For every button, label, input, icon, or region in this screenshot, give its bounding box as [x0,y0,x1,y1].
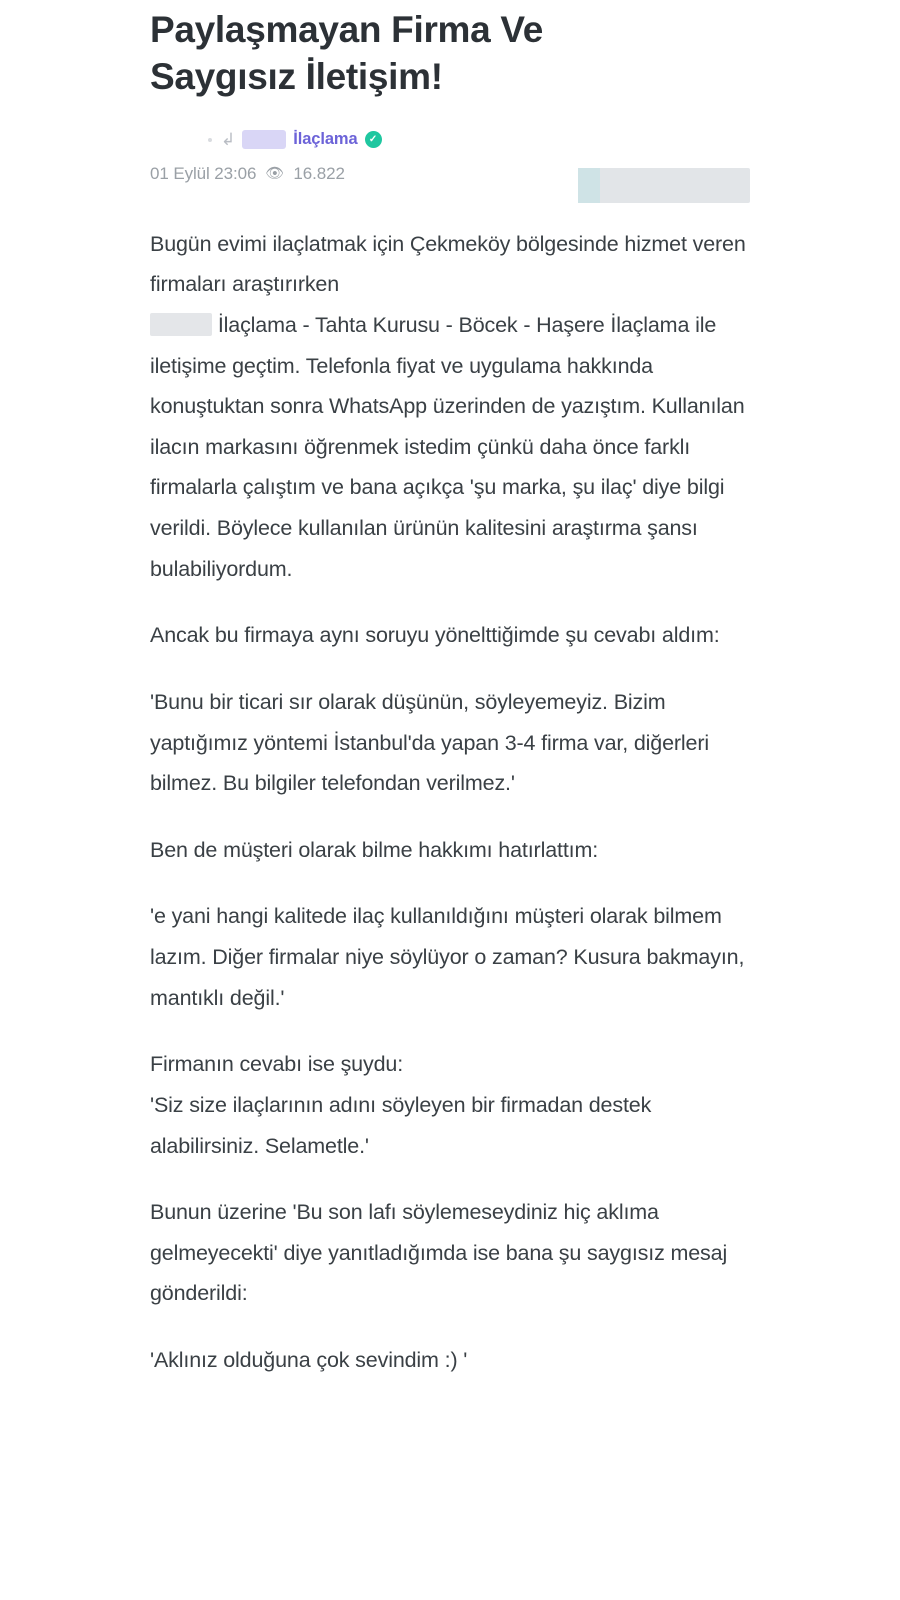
redacted-inline-block [150,313,212,336]
post-date: 01 Eylül 23:06 [150,163,257,183]
paragraph-with-redaction [150,305,750,589]
paragraph: Ancak bu firmaya aynı soruyu yönelttiğimde şu cevabı aldım: [150,623,720,648]
view-count: 16.822 [293,163,345,183]
paragraph: Firmanın cevabı ise şuydu: [150,1052,404,1077]
page-title: Paylaşmayan Firma Ve Saygısız İletişim! [150,9,544,98]
paragraph: 'e yani hangi kalitede ilaç kullanıldığını müşteri olarak bilmem lazım. Diğer firmalar niye söylüyor o zaman? Kusura bakmayın, mantıklı değil.' [150,904,745,1010]
reply-arrow-icon: ↳ [221,130,236,150]
paragraph-text: İlaçlama - Tahta Kurusu - Böcek - Haşere İlaçlama ile iletişime geçtim. Telefonla fiyat ve uygulama hakkında konuştuktan sonra WhatsApp üzerinden de yazıştım. Kullanılan ilacın markasını öğrenmek istedim çünkü daha önce farklı firmalarla çalıştım ve bana açıkça 'şu marka, şu ilaç' diye bilgi verildi. Böylece kullanılan ürünün kalitesini araştırma şansı bulabiliyordum. [150,312,745,581]
redacted-side-block [578,168,750,203]
paragraph: Ben de müşteri olarak bilme hakkımı hatırlattım: [150,837,599,862]
paragraph: 'Siz size ilaçlarının adını söyleyen bir firmadan destek alabilirsiniz. Selametle.' [150,1092,652,1158]
brand-row [150,127,750,153]
paragraph: 'Aklınız olduğuna çok sevindim :) ' [150,1348,468,1373]
bullet-dot-icon [208,138,212,142]
paragraph: 'Bunu bir ticari sır olarak düşünün, söyleyemeyiz. Bizim yaptığımız yöntemi İstanbul'da yapan 3-4 firma var, diğerleri bilmez. Bu bilgiler telefondan verilmez.' [150,689,710,796]
paragraph: Bugün evimi ilaçlatmak için Çekmeköy bölgesinde hizmet veren firmaları araştırırken [150,231,746,297]
paragraph: Bunun üzerine 'Bu son lafı söylemeseydiniz hiç aklıma gelmeyecekti' diye yanıtladığımda ise bana şu saygısız mesaj gönderildi: [150,1200,728,1306]
verified-badge-icon: ✓ [365,131,382,148]
eye-icon: 👁 [265,165,285,183]
complaint-body [150,224,750,1381]
brand-name-link[interactable]: İlaçlama [293,130,358,149]
redacted-brand-block [242,130,286,149]
